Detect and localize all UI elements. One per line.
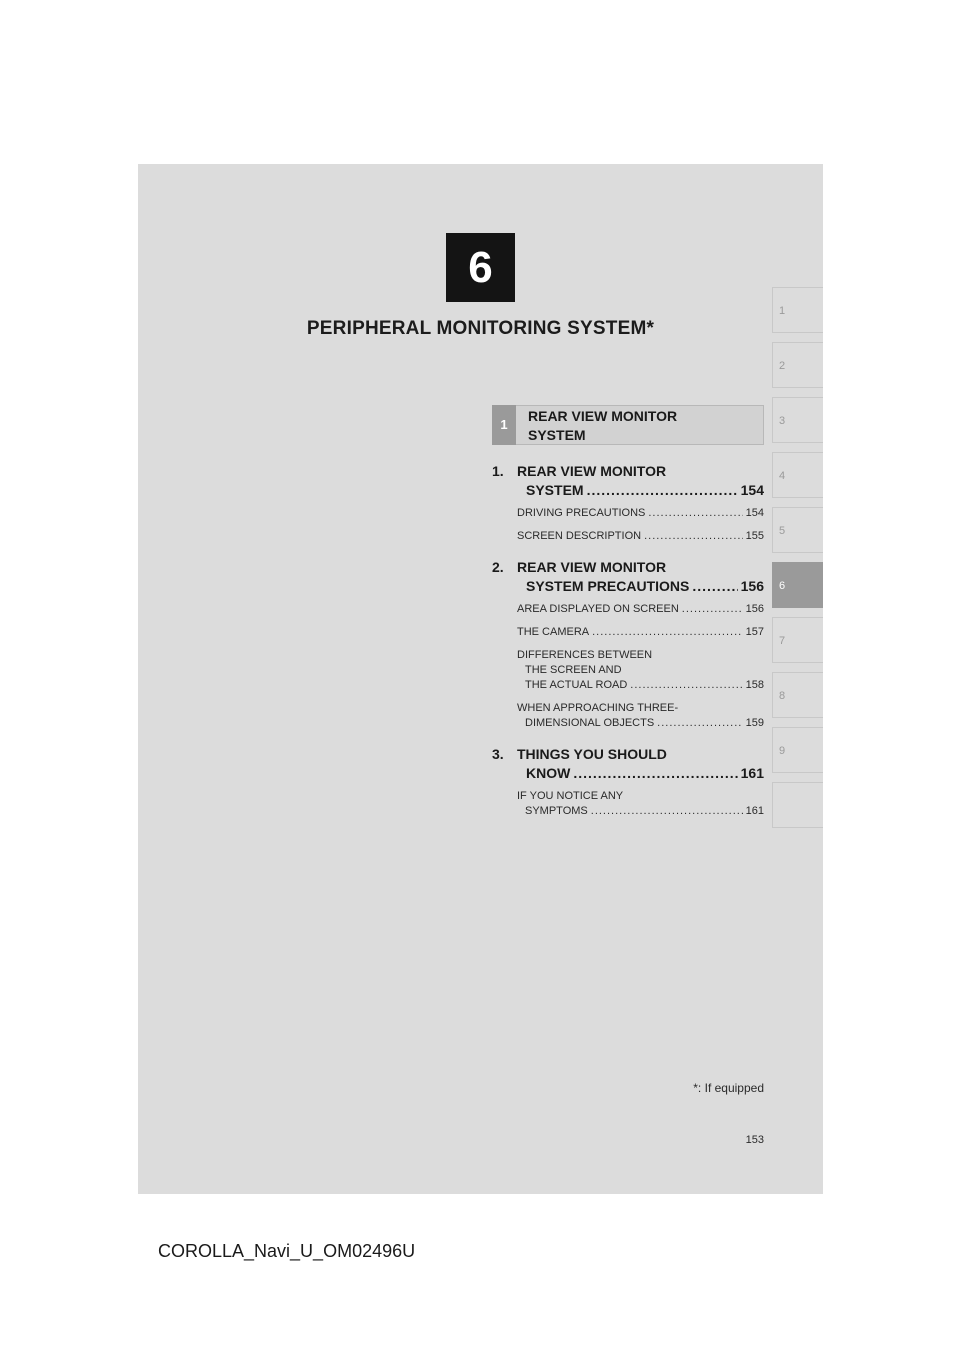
dot-leader xyxy=(692,577,737,596)
toc-subentry[interactable] xyxy=(517,789,764,819)
toc-subentry-line: IF YOU NOTICE ANY xyxy=(517,790,624,802)
toc-subentry-page: 156 xyxy=(745,603,764,615)
chapter-tabs xyxy=(772,287,823,837)
toc-entry-page: 156 xyxy=(740,578,764,594)
chapter-tab-label: 1 xyxy=(779,305,786,317)
toc-subentry-line: WHEN APPROACHING THREE- xyxy=(517,702,679,714)
toc-subentry-row xyxy=(517,625,764,640)
toc-subentry-row xyxy=(517,678,764,693)
chapter-tab-3[interactable] xyxy=(772,397,823,443)
footnote: *: If equipped xyxy=(693,1081,764,1095)
toc-subentry-page: 157 xyxy=(745,626,764,638)
document-id: COROLLA_Navi_U_OM02496U xyxy=(158,1241,416,1261)
toc-entry-heading xyxy=(492,462,764,500)
toc-entry-title-end: KNOW xyxy=(526,765,571,781)
toc-subentry-page: 155 xyxy=(745,530,764,542)
toc-entry-title-line1: THINGS YOU SHOULD xyxy=(517,746,667,762)
chapter-tab-8[interactable] xyxy=(772,672,823,718)
toc-entry-page: 154 xyxy=(740,482,764,498)
toc-subentry-title: SCREEN DESCRIPTION xyxy=(517,530,642,542)
toc-subentry-row xyxy=(517,506,764,521)
toc-subentry-title: THE CAMERA xyxy=(517,626,590,638)
chapter-tab-label: 4 xyxy=(779,470,786,482)
toc-subentry-row xyxy=(517,716,764,731)
toc-entry[interactable] xyxy=(492,558,764,731)
toc-subentry-row xyxy=(517,602,764,617)
toc-entry-title-line2 xyxy=(492,764,764,783)
section-number: 1 xyxy=(492,405,516,445)
chapter-tab-1[interactable] xyxy=(772,287,823,333)
toc-subentries xyxy=(492,506,764,544)
chapter-tab-label: 2 xyxy=(779,360,786,372)
dot-leader xyxy=(644,529,743,544)
toc-entry-number: 1. xyxy=(492,463,504,479)
chapter-tab-blank[interactable] xyxy=(772,782,823,828)
chapter-number-badge: 6 xyxy=(446,233,515,302)
chapter-tab-7[interactable] xyxy=(772,617,823,663)
dot-leader xyxy=(657,716,742,731)
toc-subentry-title: DRIVING PRECAUTIONS xyxy=(517,507,646,519)
dot-leader xyxy=(682,602,743,617)
chapter-tab-5[interactable] xyxy=(772,507,823,553)
toc-subentry-title: SYMPTOMS xyxy=(525,805,588,817)
dot-leader xyxy=(592,625,743,640)
chapter-tab-label: 5 xyxy=(779,525,786,537)
toc-entry-title-end: SYSTEM xyxy=(526,482,584,498)
chapter-tab-2[interactable] xyxy=(772,342,823,388)
toc-subentry-line: DIFFERENCES BETWEEN xyxy=(517,649,653,661)
toc-subentries xyxy=(492,602,764,731)
toc-subentry[interactable] xyxy=(517,529,764,544)
toc-entry-heading xyxy=(492,745,764,783)
chapter-tab-6[interactable] xyxy=(772,562,823,608)
toc-entry-title-line1: REAR VIEW MONITOR xyxy=(517,559,667,575)
dot-leader xyxy=(648,506,742,521)
toc-subentry[interactable] xyxy=(517,506,764,521)
toc-subentry-row xyxy=(517,529,764,544)
toc-subentry-page: 154 xyxy=(745,507,764,519)
section-title: REAR VIEW MONITOR SYSTEM xyxy=(528,408,678,443)
toc-entry-title-line2 xyxy=(492,481,764,500)
toc-entry-page: 161 xyxy=(740,765,764,781)
toc-subentry-page: 161 xyxy=(745,805,764,817)
toc-subentry-page: 159 xyxy=(745,717,764,729)
chapter-tab-label: 6 xyxy=(779,580,786,592)
toc-subentry-line: THE SCREEN AND xyxy=(525,664,622,676)
toc-entry-title-line2 xyxy=(492,577,764,596)
toc-entry[interactable] xyxy=(492,745,764,819)
toc-subentry-title: DIMENSIONAL OBJECTS xyxy=(525,717,655,729)
toc-subentry[interactable] xyxy=(517,701,764,731)
chapter-tab-label: 7 xyxy=(779,635,786,647)
toc-subentry[interactable] xyxy=(517,648,764,693)
toc-entry-number: 2. xyxy=(492,559,504,575)
toc-entry-heading xyxy=(492,558,764,596)
dot-leader xyxy=(630,678,742,693)
chapter-tab-label: 9 xyxy=(779,745,786,757)
table-of-contents xyxy=(492,462,764,833)
toc-subentry-title: THE ACTUAL ROAD xyxy=(525,679,628,691)
toc-entry-title-end: SYSTEM PRECAUTIONS xyxy=(526,578,690,594)
dot-leader xyxy=(587,481,738,500)
toc-subentry[interactable] xyxy=(517,625,764,640)
page-number: 153 xyxy=(745,1134,764,1146)
toc-subentries xyxy=(492,789,764,819)
toc-entry-title-line1: REAR VIEW MONITOR xyxy=(517,463,667,479)
toc-entry-number: 3. xyxy=(492,746,504,762)
chapter-tab-label: 8 xyxy=(779,690,786,702)
toc-subentry-page: 158 xyxy=(745,679,764,691)
chapter-title: PERIPHERAL MONITORING SYSTEM* xyxy=(306,318,655,339)
chapter-tab-label: 3 xyxy=(779,415,786,427)
toc-subentry-title: AREA DISPLAYED ON SCREEN xyxy=(517,603,679,615)
dot-leader xyxy=(573,764,737,783)
toc-subentry-row xyxy=(517,804,764,819)
dot-leader xyxy=(591,804,743,819)
chapter-tab-9[interactable] xyxy=(772,727,823,773)
toc-subentry[interactable] xyxy=(517,602,764,617)
section-header xyxy=(492,405,764,445)
toc-entry[interactable] xyxy=(492,462,764,544)
chapter-tab-4[interactable] xyxy=(772,452,823,498)
